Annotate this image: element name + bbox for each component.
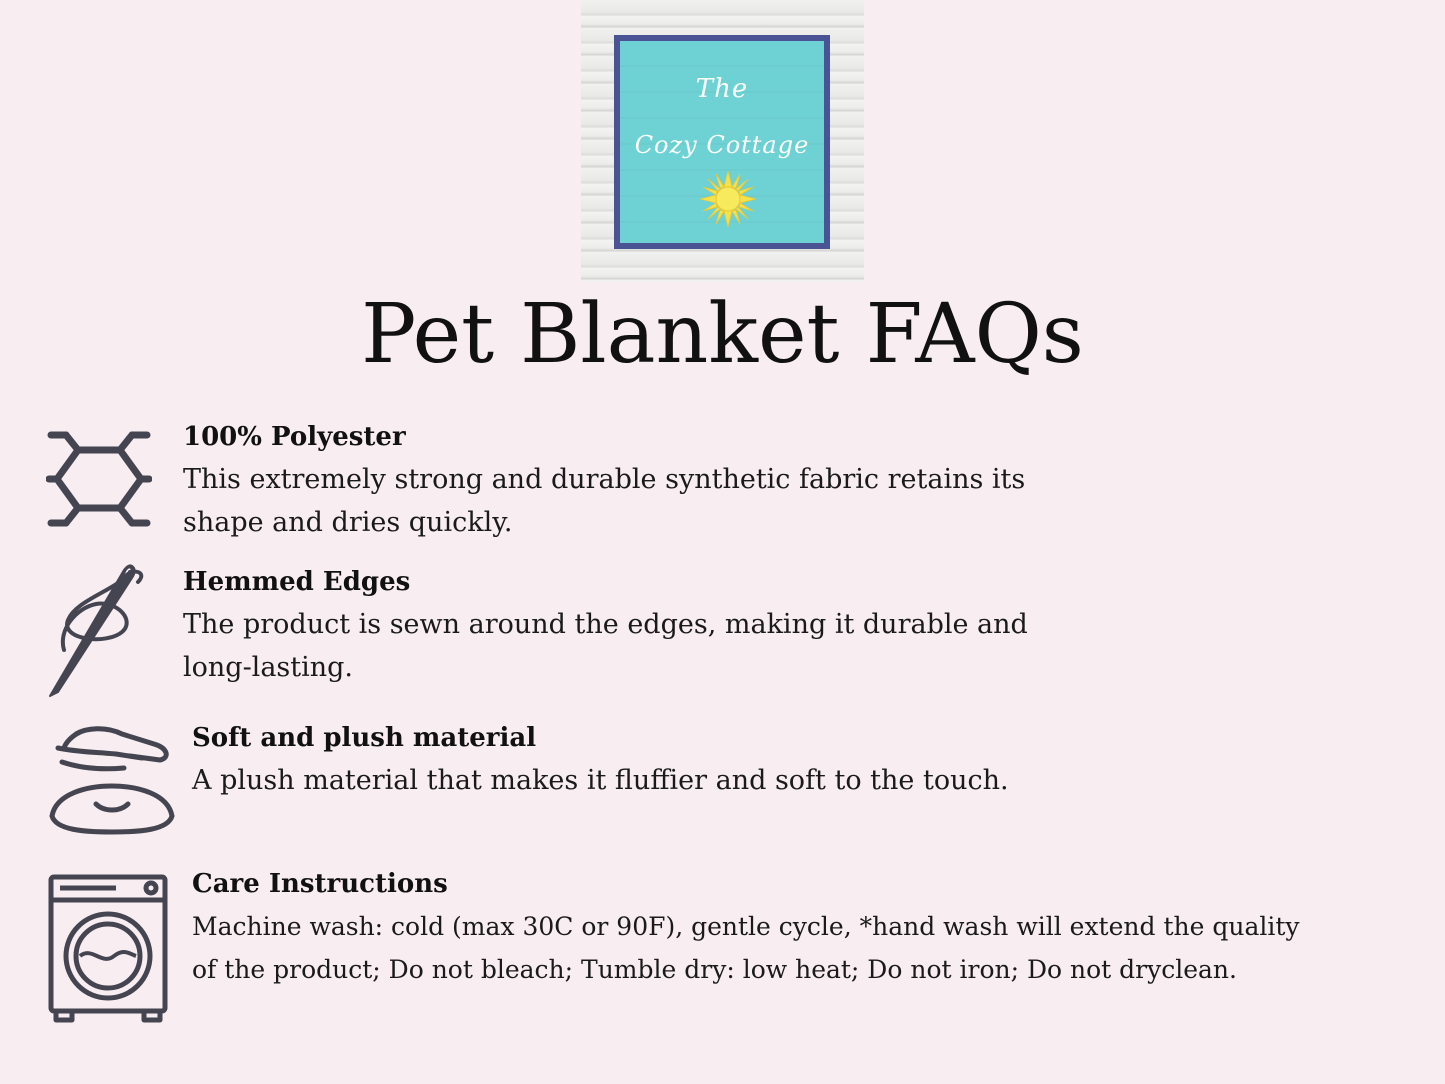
faq-desc-polyester-line2: shape and dries quickly. bbox=[183, 507, 513, 538]
needle-thread-icon bbox=[46, 560, 146, 700]
faq-desc-hemmed-line1: The product is sewn around the edges, making it durable and bbox=[183, 609, 1028, 640]
logo-text-the: The bbox=[695, 74, 749, 104]
logo-text-cozy-cottage: Cozy Cottage bbox=[634, 131, 810, 159]
logo-panel bbox=[614, 35, 830, 249]
faq-desc-soft-plush-line1: A plush material that makes it fluffier and soft to the touch. bbox=[192, 765, 1009, 796]
hexagon-mesh-icon bbox=[46, 430, 152, 528]
page-title: Pet Blanket FAQs bbox=[361, 287, 1084, 382]
faq-desc-care-line2: of the product; Do not bleach; Tumble dry: low heat; Do not iron; Do not dryclean. bbox=[192, 955, 1237, 984]
faq-title-polyester: 100% Polyester bbox=[183, 422, 406, 452]
faq-desc-polyester-line1: This extremely strong and durable synthetic fabric retains its bbox=[183, 464, 1026, 495]
faq-desc-care-line1: Machine wash: cold (max 30C or 90F), gentle cycle, *hand wash will extend the quality bbox=[192, 912, 1300, 941]
faq-title-care-instructions: Care Instructions bbox=[192, 869, 448, 899]
washing-machine-icon bbox=[46, 872, 170, 1024]
brand-logo bbox=[581, 0, 864, 282]
hand-pillow-icon bbox=[46, 722, 176, 836]
faq-desc-hemmed-line2: long-lasting. bbox=[183, 652, 354, 683]
sun-icon bbox=[698, 169, 758, 229]
faq-title-hemmed-edges: Hemmed Edges bbox=[183, 567, 411, 597]
faq-title-soft-plush: Soft and plush material bbox=[192, 723, 537, 753]
